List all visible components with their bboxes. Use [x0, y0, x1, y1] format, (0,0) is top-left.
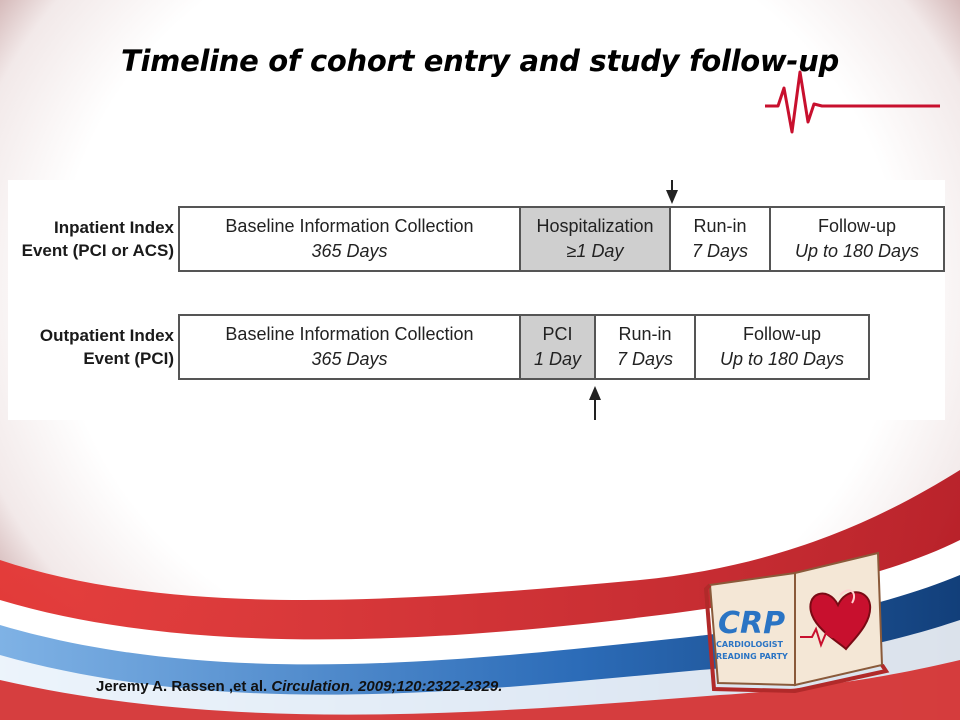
slide-title: Timeline of cohort entry and study follow-up: [121, 44, 839, 78]
segment-duration: 7 Days: [691, 241, 749, 261]
segment-name: Follow-up: [742, 324, 822, 344]
citation-ref: 2009;120:2322-2329.: [358, 678, 503, 695]
segment-name: PCI: [542, 324, 573, 344]
segment-duration: 365 Days: [311, 349, 388, 369]
citation-authors: Jeremy A. Rassen ,et al.: [96, 678, 268, 695]
row-label-inpatient: [8, 216, 174, 262]
citation: [96, 678, 502, 695]
segment-duration: 7 Days: [616, 349, 674, 369]
timeline-diagram: [8, 180, 945, 420]
segment-duration: 1 Day: [533, 349, 582, 369]
row-label-line1: Outpatient Index: [39, 326, 174, 345]
timeline-bar-inpatient: [178, 206, 945, 272]
row-label-line2: Event (PCI): [83, 349, 174, 368]
logo-subtitle-2: READING PARTY: [716, 652, 788, 661]
down-arrow-icon: [664, 180, 680, 206]
segment-pci: [521, 316, 596, 378]
logo-subtitle-1: CARDIOLOGIST: [716, 640, 784, 649]
segment-run-in: [671, 208, 771, 270]
segment-duration: Up to 180 Days: [794, 241, 920, 261]
segment-run-in: [596, 316, 696, 378]
segment-name: Hospitalization: [536, 216, 654, 236]
segment-duration: ≥1 Day: [566, 241, 624, 261]
segment-baseline: [180, 208, 521, 270]
segment-follow-up: [696, 316, 868, 378]
ecg-line: [765, 72, 940, 132]
segment-duration: 365 Days: [311, 241, 388, 261]
row-label-outpatient: [8, 324, 174, 370]
citation-journal: Circulation.: [271, 678, 354, 695]
segment-hospitalization: [521, 208, 671, 270]
row-label-line1: Inpatient Index: [54, 218, 174, 237]
up-arrow-icon: [587, 384, 603, 420]
segment-name: Run-in: [618, 324, 672, 344]
segment-name: Follow-up: [817, 216, 897, 236]
segment-baseline: [180, 316, 521, 378]
segment-name: Baseline Information Collection: [225, 324, 474, 344]
crp-logo: [700, 545, 890, 695]
segment-name: Baseline Information Collection: [225, 216, 474, 236]
segment-name: Run-in: [693, 216, 747, 236]
segment-duration: Up to 180 Days: [719, 349, 845, 369]
row-label-line2: Event (PCI or ACS): [21, 241, 174, 260]
segment-follow-up: [771, 208, 943, 270]
logo-text: CRP: [718, 606, 786, 641]
timeline-bar-outpatient: [178, 314, 870, 380]
